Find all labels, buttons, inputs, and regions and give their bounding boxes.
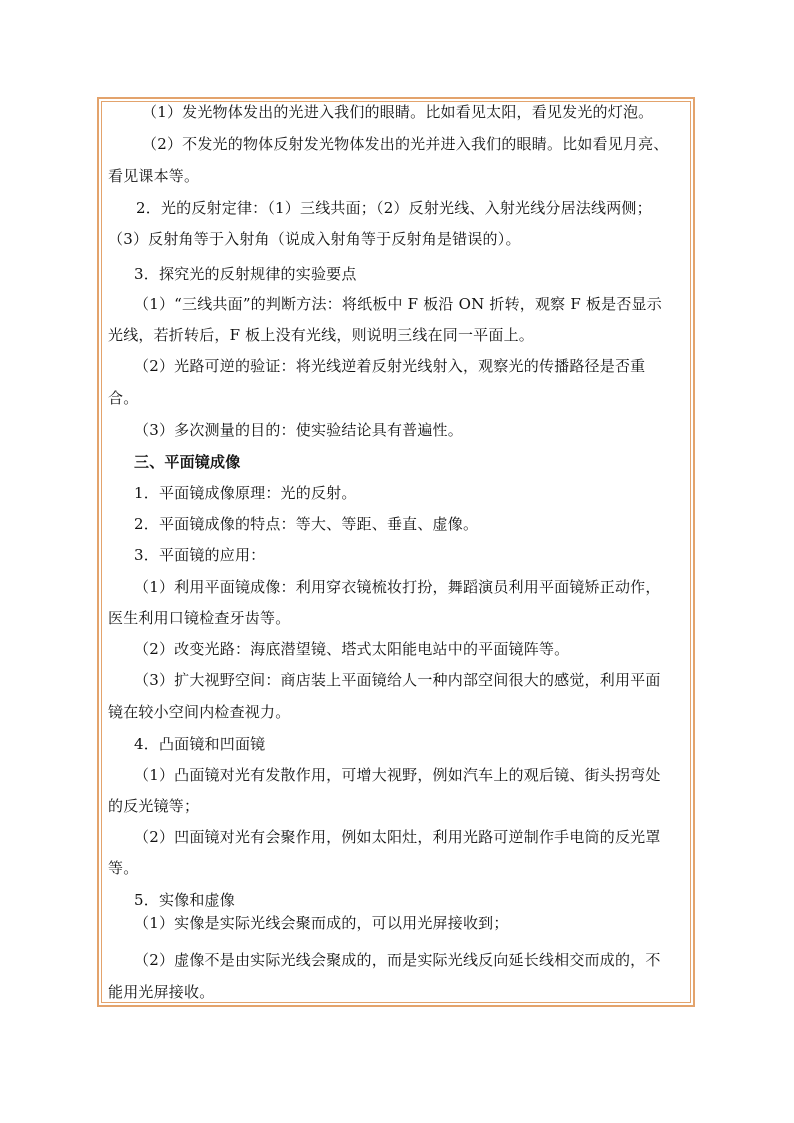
paragraph-line: 等。 — [108, 859, 139, 877]
paragraph-line: （2）虚像不是由实际光线会聚成的，而是实际光线反向延长线相交而成的，不 — [134, 951, 661, 969]
paragraph-line: （3）扩大视野空间：商店装上平面镜给人一种内部空间很大的感觉，利用平面 — [134, 671, 661, 689]
paragraph-line: 2．平面镜成像的特点：等大、等距、垂直、虚像。 — [134, 515, 479, 533]
paragraph-line: （1）“三线共面”的判断方法：将纸板中 F 板沿 ON 折转，观察 F 板是否显示 — [134, 295, 662, 313]
paragraph-line: 的反光镜等； — [108, 797, 200, 815]
paragraph-line: 能用光屏接收。 — [108, 983, 215, 1001]
paragraph-line: 光线，若折转后，F 板上没有光线，则说明三线在同一平面上。 — [108, 326, 534, 344]
paragraph-line: （3）多次测量的目的：使实验结论具有普遍性。 — [134, 421, 463, 439]
paragraph-line: （3）反射角等于入射角（说成入射角等于反射角是错误的）。 — [108, 230, 521, 248]
paragraph-line: （1）利用平面镜成像：利用穿衣镜梳妆打扮，舞蹈演员利用平面镜矫正动作， — [134, 578, 661, 596]
paragraph-line: 5．实像和虚像 — [134, 891, 235, 909]
section-heading: 三、平面镜成像 — [134, 453, 241, 471]
paragraph-line: 合。 — [108, 389, 139, 407]
paragraph-line: （1）实像是实际光线会聚而成的，可以用光屏接收到； — [134, 914, 509, 932]
paragraph-line: （2）不发光的物体反射发光物体发出的光并进入我们的眼睛。比如看见月亮、 — [142, 135, 669, 153]
paragraph-line: 看见课本等。 — [108, 167, 200, 185]
paragraph-line: （2）光路可逆的验证：将光线逆着反射光线射入，观察光的传播路径是否重 — [134, 357, 646, 375]
paragraph-line: 2．光的反射定律：（1）三线共面；（2）反射光线、入射光线分居法线两侧； — [136, 199, 652, 217]
paragraph-line: 3．探究光的反射规律的实验要点 — [134, 265, 357, 283]
paragraph-line: （2）改变光路：海底潜望镜、塔式太阳能电站中的平面镜阵等。 — [134, 640, 570, 658]
paragraph-line: 医生利用口镜检查牙齿等。 — [108, 609, 291, 627]
paragraph-line: 3．平面镜的应用： — [134, 546, 266, 564]
paragraph-line: （1）发光物体发出的光进入我们的眼睛。比如看见太阳，看见发光的灯泡。 — [142, 103, 654, 121]
paragraph-line: （2）凹面镜对光有会聚作用，例如太阳灶，利用光路可逆制作手电筒的反光罩 — [134, 828, 661, 846]
paragraph-line: （1）凸面镜对光有发散作用，可增大视野，例如汽车上的观后镜、街头拐弯处 — [134, 766, 661, 784]
paragraph-line: 1．平面镜成像原理：光的反射。 — [134, 484, 357, 502]
paragraph-line: 镜在较小空间内检查视力。 — [108, 703, 291, 721]
paragraph-line: 4．凸面镜和凹面镜 — [134, 735, 266, 753]
